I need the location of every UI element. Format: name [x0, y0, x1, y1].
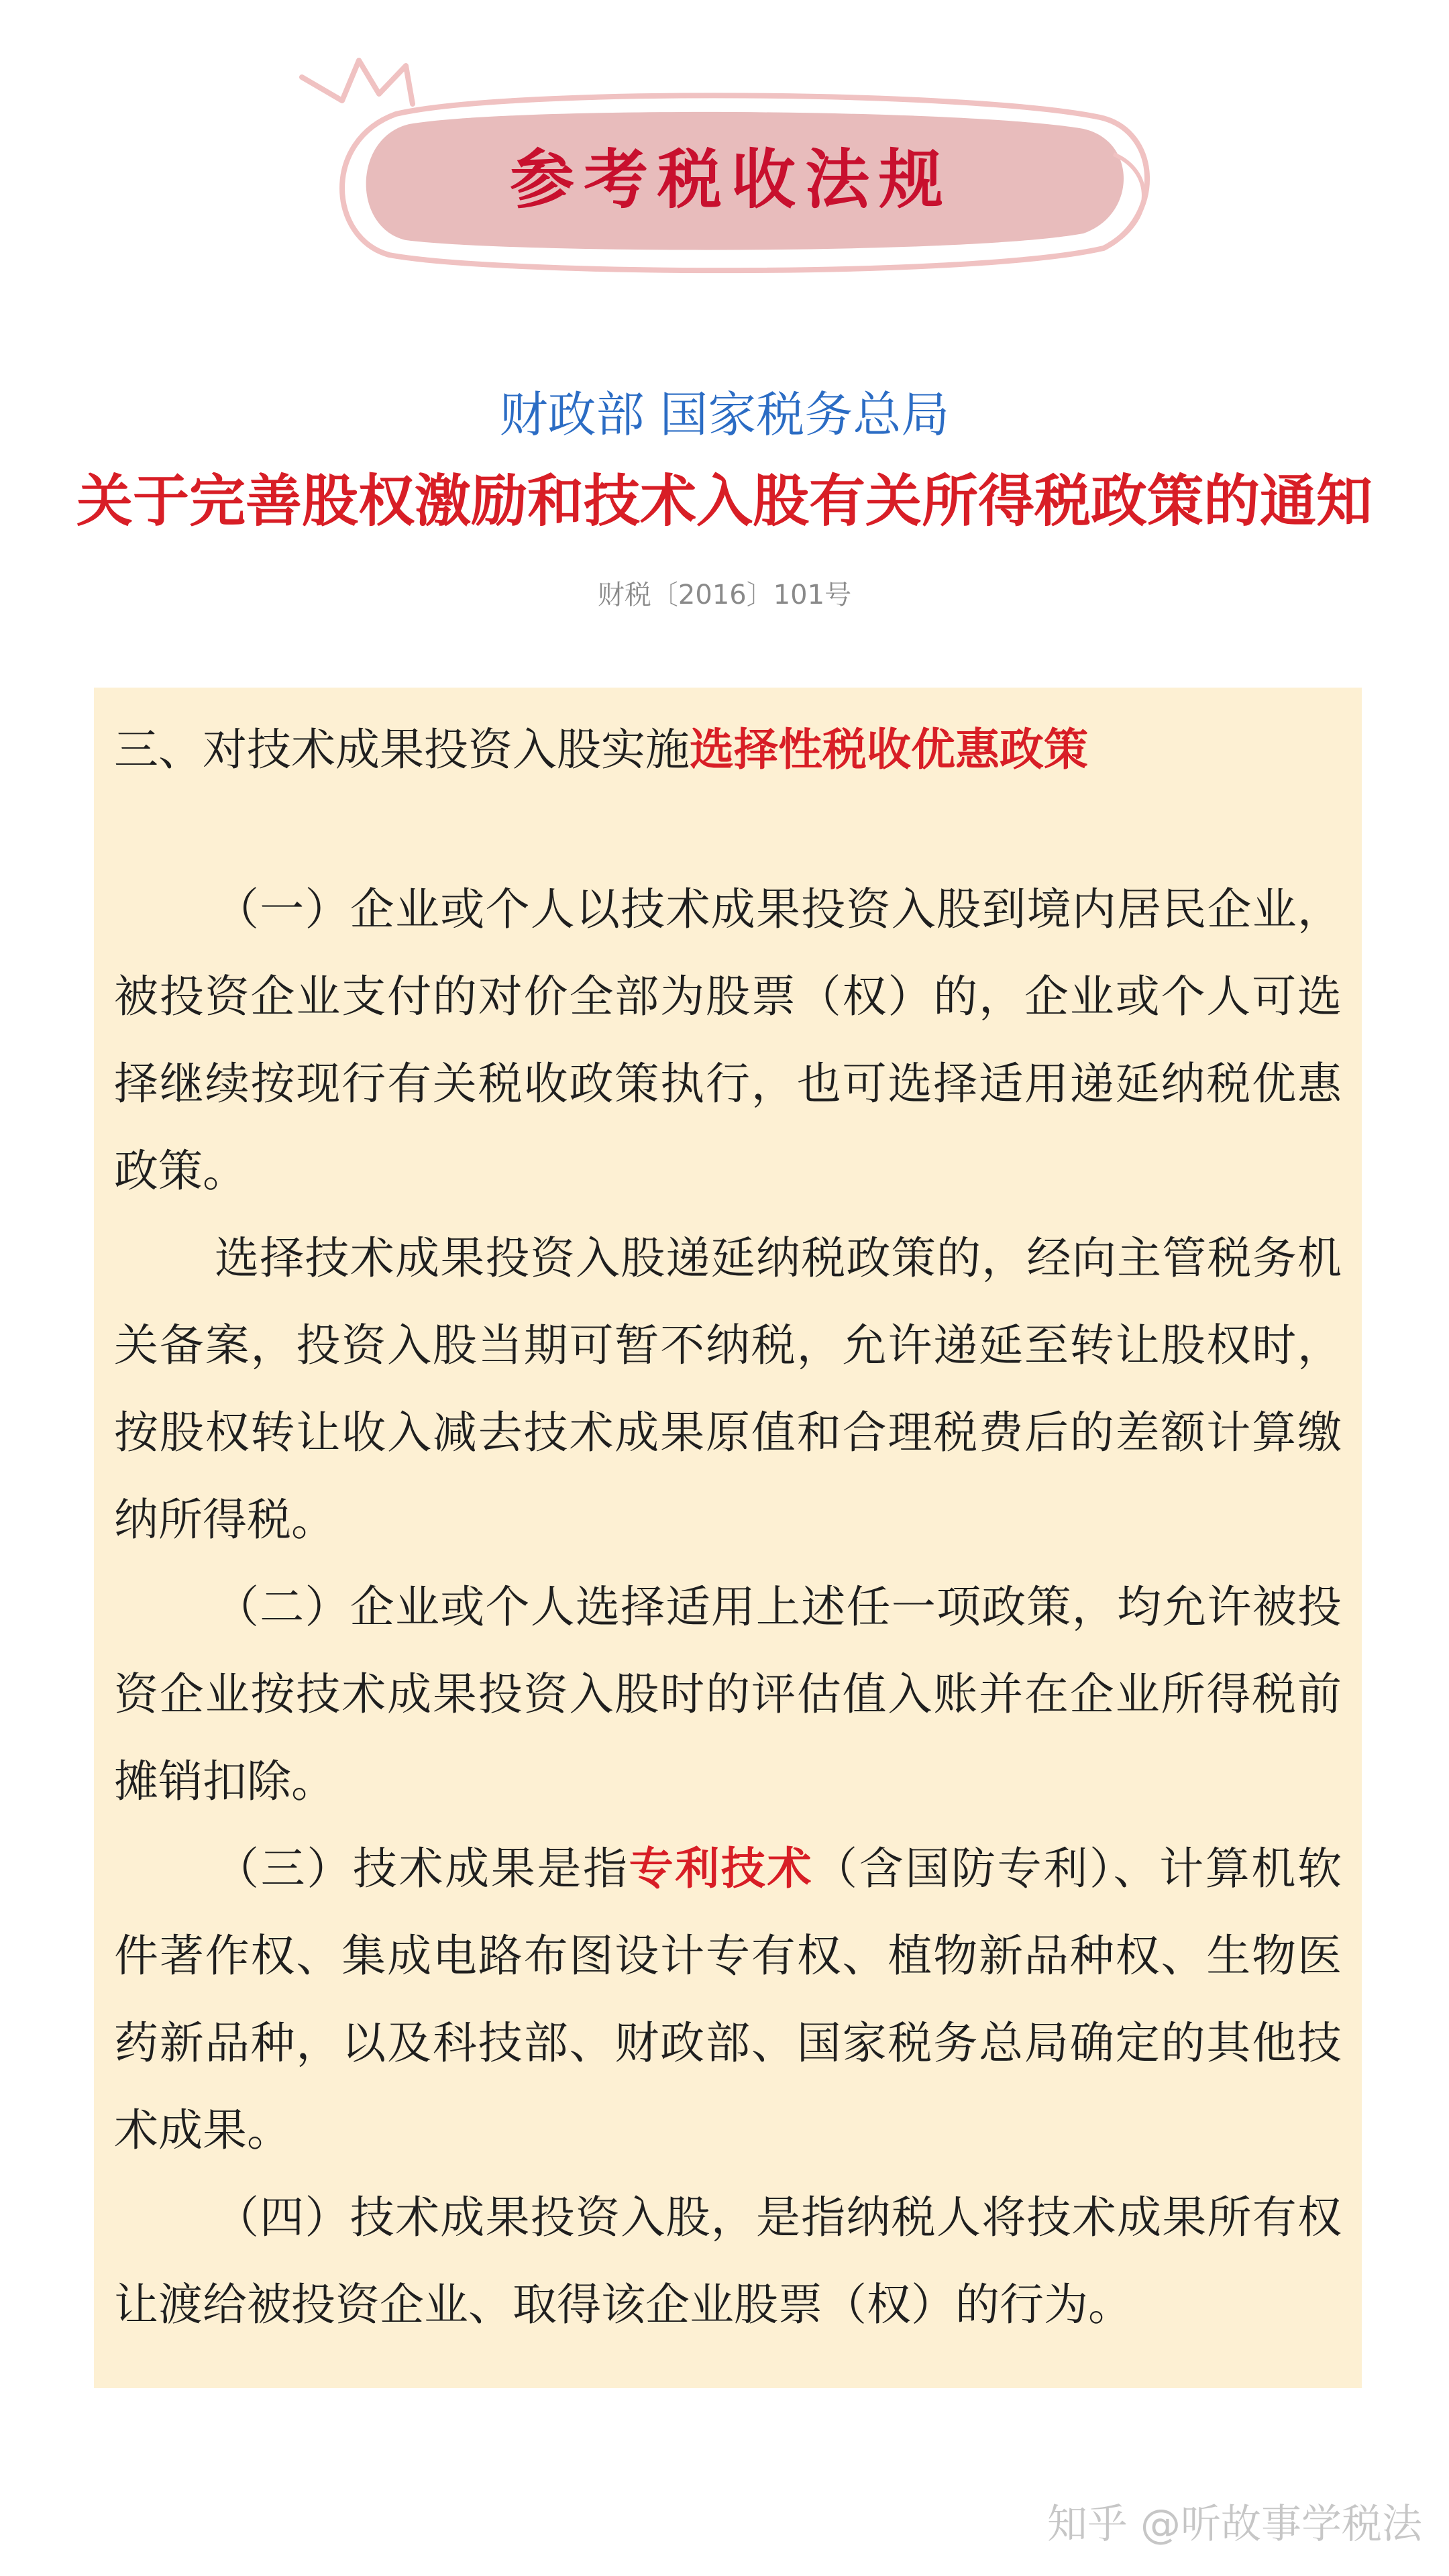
section-heading-highlight: 选择性税收优惠政策 — [690, 724, 1088, 775]
paragraph-list — [114, 866, 1342, 2349]
issuer-line: 财政部 国家税务总局 — [499, 386, 950, 443]
paragraph-1: （一）企业或个人以技术成果投资入股到境内居民企业，被投资企业支付的对价全部为股票（权）的，企业或个人可选择继续按现行有关税收政策执行，也可选择适用递延纳税优惠政策。 — [114, 883, 1342, 1197]
notice-title: 关于完善股权激励和技术入股有关所得税政策的通知 — [76, 468, 1373, 534]
paragraph-2: 选择技术成果投资入股递延纳税政策的，经向主管税务机关备案，投资入股当期可暂不纳税，允许递延至转让股权时，按股权转让收入减去技术成果原值和合理税费后的差额计算缴纳所得税。 — [114, 1232, 1342, 1546]
section-heading-prefix: 三、对技术成果投资入股实施 — [114, 724, 690, 775]
content-panel — [94, 688, 1362, 2388]
paragraph-4-prefix: （三）技术成果是指 — [215, 1842, 629, 1894]
header-banner — [295, 54, 1167, 295]
paragraph-5: （四）技术成果投资入股，是指纳税人将技术成果所有权让渡给被投资企业、取得该企业股票（权）的行为。 — [114, 2191, 1342, 2330]
watermark: 知乎 @听故事学税法 — [1046, 2501, 1422, 2548]
paragraph-3: （二）企业或个人选择适用上述任一项政策，均允许被投资企业按技术成果投资入股时的评估值入账并在企业所得税前摊销扣除。 — [114, 1580, 1342, 1807]
content-body — [114, 714, 1342, 2349]
document-number: 财税〔2016〕101号 — [597, 580, 852, 610]
banner-title: 参考税收法规 — [510, 141, 953, 217]
section-heading — [114, 714, 1342, 786]
paragraph-4-suffix: （含国防专利）、计算机软件著作权、集成电路布图设计专有权、植物新品种权、生物医药新品种，以及科技部、财政部、国家税务总局确定的其他技术成果。 — [114, 1842, 1342, 2156]
paragraph-4-highlight: 专利技术 — [629, 1842, 814, 1894]
paragraph-4 — [114, 1825, 1342, 2174]
